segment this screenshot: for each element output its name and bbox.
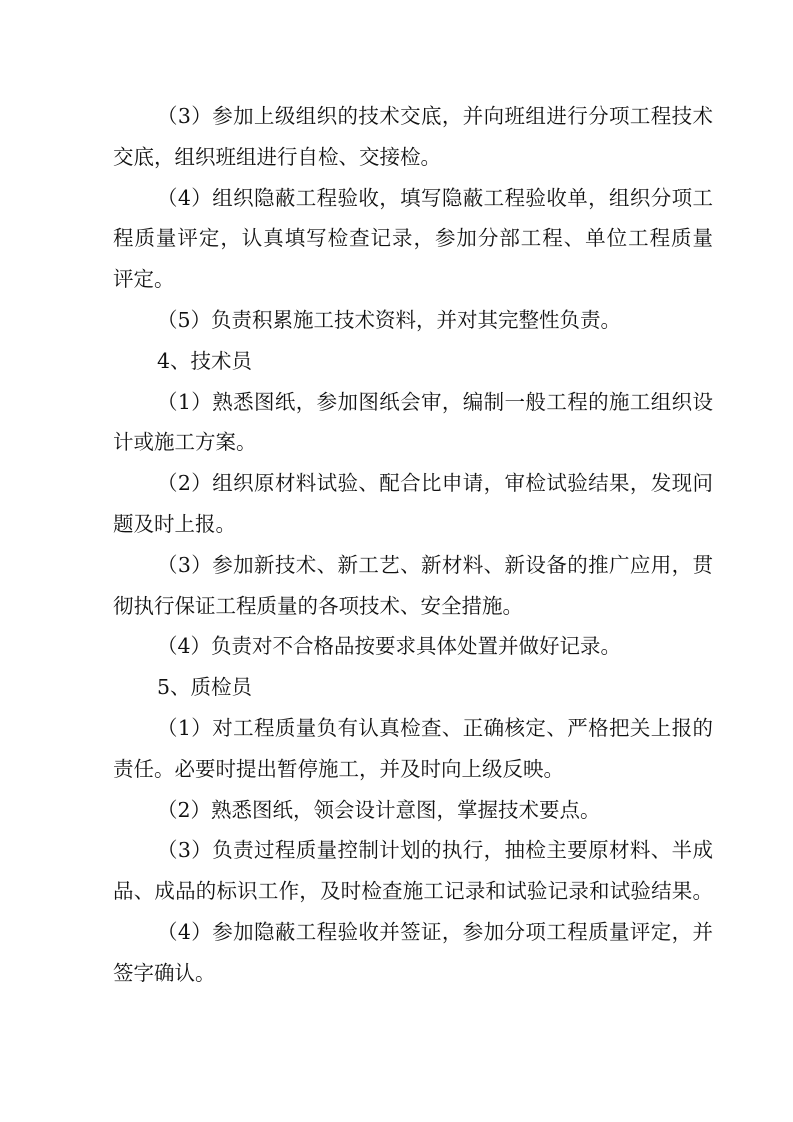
paragraph-line: （2）熟悉图纸，领会设计意图，掌握技术要点。 (157, 797, 601, 822)
paragraph-line: 彻执行保证工程质量的各项技术、安全措施。 (113, 593, 523, 618)
paragraph-line: 题及时上报。 (113, 511, 236, 536)
paragraph-line: （3）参加新技术、新工艺、新材料、新设备的推广应用，贯 (157, 552, 713, 577)
body-text (113, 96, 713, 994)
paragraph-line: 签字确认。 (113, 960, 216, 985)
paragraph-line: 交底，组织班组进行自检、交接检。 (113, 144, 441, 169)
paragraph-line: （5）负责积累施工技术资料，并对其完整性负责。 (157, 307, 622, 332)
paragraph-line: 品、成品的标识工作，及时检查施工记录和试验记录和试验结果。 (113, 879, 713, 904)
paragraph-line: （1）对工程质量负有认真检查、正确核定、严格把关上报的 (157, 715, 713, 740)
paragraph-line: （3）负责过程质量控制计划的执行，抽检主要原材料、半成 (157, 838, 713, 863)
paragraph-line: （4）组织隐蔽工程验收，填写隐蔽工程验收单，组织分项工 (157, 185, 713, 210)
paragraph-line: 程质量评定，认真填写检查记录，参加分部工程、单位工程质量 (113, 226, 713, 251)
paragraph-line: （2）组织原材料试验、配合比申请，审检试验结果，发现问 (157, 471, 713, 496)
paragraph-line: 评定。 (113, 267, 175, 292)
paragraph-line: （4）参加隐蔽工程验收并签证，参加分项工程质量评定，并 (157, 919, 713, 944)
section-heading-technician: 4、技术员 (157, 348, 253, 373)
paragraph-line: （4）负责对不合格品按要求具体处置并做好记录。 (157, 634, 622, 659)
section-heading-quality-inspector: 5、质检员 (157, 675, 253, 700)
paragraph-line: （3）参加上级组织的技术交底，并向班组进行分项工程技术 (157, 104, 713, 128)
paragraph-line: （1）熟悉图纸，参加图纸会审，编制一般工程的施工组织设 (157, 389, 713, 414)
paragraph-line: 计或施工方案。 (113, 430, 257, 455)
paragraph-line: 责任。必要时提出暂停施工，并及时向上级反映。 (113, 756, 564, 781)
